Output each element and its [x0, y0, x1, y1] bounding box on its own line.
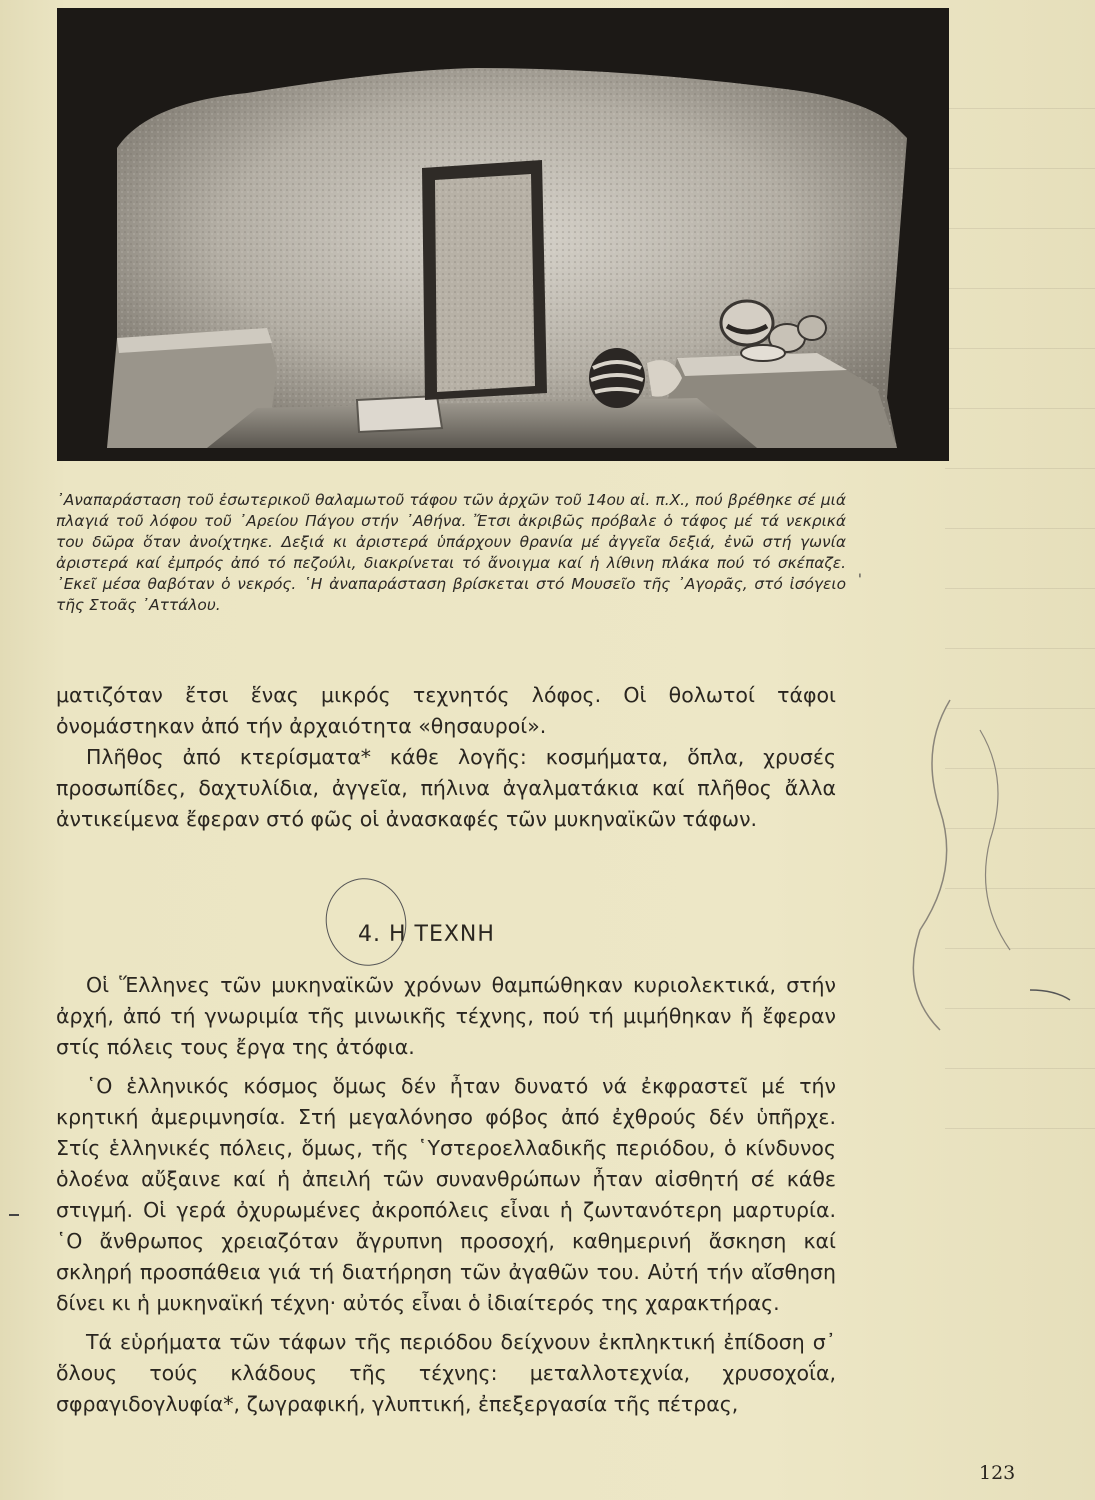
paragraph: ματιζόταν ἔτσι ἕνας μικρός τεχνητός λόφος. Οἱ θολωτοί τάφοι ὀνομάστηκαν ἀπό τήν ἀρχαιότητα «θησαυροί».	[56, 683, 836, 738]
show-through-text	[945, 80, 1095, 1180]
tomb-photo-illustration	[57, 8, 949, 461]
paragraph: Οἱ Ἕλληνες τῶν μυκηναϊκῶν χρόνων θαμπώθηκαν κυριολεκτικά, στήν ἀρχή, ἀπό τή γνωριμία τῆς μινωικῆς τέχνης, πού τή μιμήθηκαν ἤ ἔφεραν στίς πόλεις τους ἔργα της ἀτόφια.	[56, 973, 836, 1059]
margin-dash	[5, 1205, 25, 1225]
margin-tick: '	[858, 572, 862, 588]
paragraph: Τά εὑρήματα τῶν τάφων τῆς περιόδου δείχνουν ἐκπληκτική ἐπίδοση σ᾿ ὅλους τούς κλάδους τῆς τέχνης: μεταλλοτεχνία, χρυσοχοΐα, σφραγιδογλυφία*, ζωγραφική, γλυπτική, ἐπεξεργασία τῆς πέτρας,	[56, 1330, 836, 1416]
page-number: 123	[979, 1462, 1016, 1484]
text-block-section	[56, 970, 836, 1420]
text-block-top	[56, 680, 836, 835]
photo-caption: ᾿Αναπαράσταση τοῦ ἐσωτερικοῦ θαλαμωτοῦ τάφου τῶν ἀρχῶν τοῦ 14ου αἰ. π.Χ., πού βρέθηκε σέ μιά πλαγιά τοῦ λόφου τοῦ ᾿Αρείου Πάγου στήν ᾿Αθήνα. Ἔτσι ἀκριβῶς πρόβαλε ὁ τάφος μέ τά νεκρικά του δῶρα ὅταν ἀνοίχτηκε. Δεξιά κι ἀριστερά ὑπάρχουν θρανία μέ ἀγγεῖα δεξιά, ἐνῶ στή γωνία ἀριστερά καί ἐμπρός ἀπό τό πεζούλι, διακρίνεται τό ἄνοιγμα καί ἡ λίθινη πλάκα πού τό σκέπαζε. ᾿Εκεῖ μέσα θαβόταν ὁ νεκρός. ῾Η ἀναπαράσταση βρίσκεται στό Μουσεῖο τῆς ᾿Αγορᾶς, στό ἰσόγειο τῆς Στοᾶς ᾿Αττάλου.	[56, 491, 846, 614]
tomb-reconstruction-photo	[57, 8, 949, 461]
section-heading: 4. Η ΤΕΧΝΗ	[358, 922, 495, 947]
paragraph: Πλῆθος ἀπό κτερίσματα* κάθε λογῆς: κοσμήματα, ὅπλα, χρυσές προσωπίδες, δαχτυλίδια, ἀγγεῖα, πήλινα ἀγαλματάκια καί πλῆθος ἄλλα ἀντικείμενα ἔφεραν στό φῶς οἱ ἀνασκαφές τῶν μυκηναϊκῶν τάφων.	[56, 745, 836, 831]
paragraph: ῾Ο ἑλληνικός κόσμος ὅμως δέν ἦταν δυνατό νά ἐκφραστεῖ μέ τήν κρητική ἀμεριμνησία. Στή μεγαλόνησο φόβος ἀπό ἐχθρούς δέν ὑπῆρχε. Στίς ἑλληνικές πόλεις, ὅμως, τῆς ῾Υστεροελλαδικῆς περιόδου, ὁ κίνδυνος ὁλοένα αὔξαινε καί ἡ ἀπειλή τῶν συνανθρώπων ἦταν αἰσθητή σέ κάθε στιγμή. Οἱ γερά ὀχυρωμένες ἀκροπόλεις εἶναι ἡ ζωντανότερη μαρτυρία. ῾Ο ἄνθρωπος χρειαζόταν ἄγρυπνη προσοχή, καθημερινή ἄσκηση καί σκληρή προσπάθεια γιά τή διατήρηση τῶν ἀγαθῶν του. Αὐτή τήν αἴσθηση δίνει κι ἡ μυκηναϊκή τέχνη· αὐτός εἶναι ὁ ἰδιαίτερός της χαρακτήρας.	[56, 1074, 836, 1315]
